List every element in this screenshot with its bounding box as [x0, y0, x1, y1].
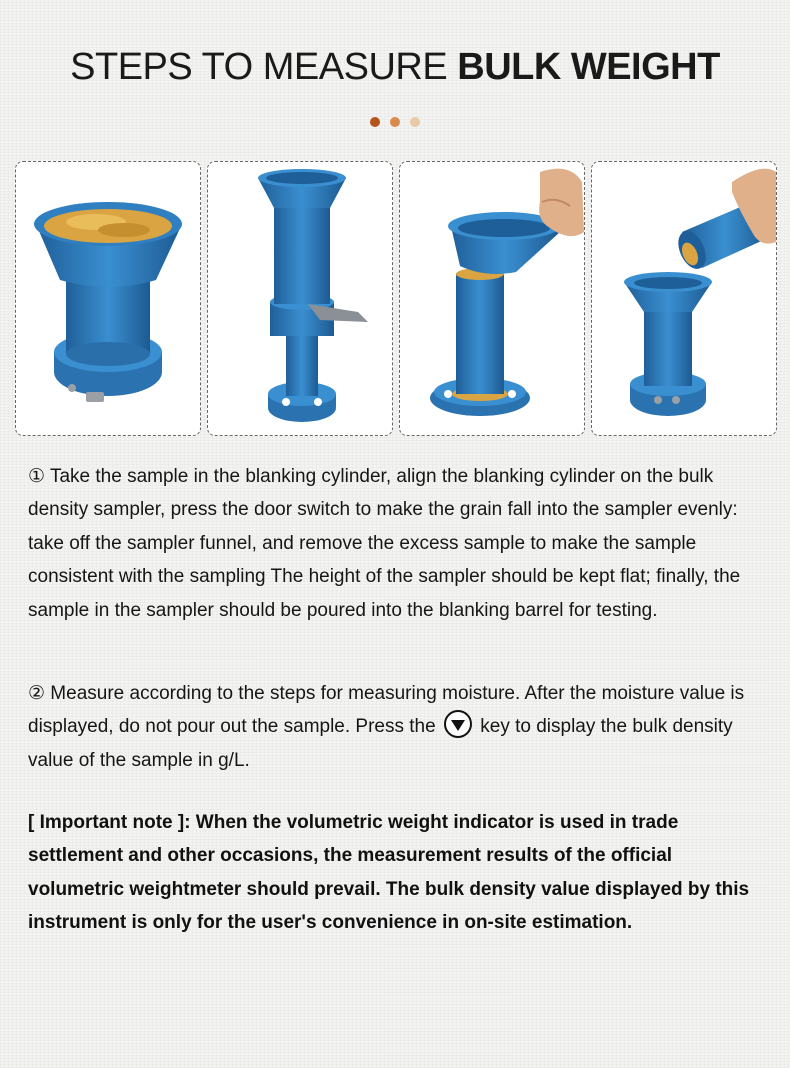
step-photos	[15, 161, 775, 436]
down-arrow-key-icon	[443, 709, 473, 739]
dot-2	[390, 117, 400, 127]
assembled-sampler-photo	[207, 161, 393, 436]
decorative-dots	[0, 117, 790, 127]
important-note: [ Important note ]: When the volumetric weight indicator is used in trade settlement and other occasions, the measurement results of the official volumetric weightmeter should prevail. The bulk density value displayed by this instrument is only for the user's convenience in on-site estimation.	[28, 812, 750, 934]
step-2-text-after: key to display the bulk density value of the sample in g/L.	[28, 716, 733, 771]
dot-3	[410, 117, 420, 127]
step-1-text: ① Take the sample in the blanking cylinder, align the blanking cylinder on the bulk density sampler, press the door switch to make the grain fall into the sampler evenly: take off the sampler funnel, and remove the excess sample to make the sample consistent with the sampling The height of the sampler should be kept flat; finally, the sample in the sampler should be poured into the blanking barrel for testing.	[28, 466, 741, 621]
step-2-text-before: ② Measure according to the steps for measuring moisture. After the moisture value is displayed, do not pour out the sample. Press the	[28, 683, 745, 738]
funnel-with-grain-photo	[15, 161, 201, 436]
title-light: STEPS TO MEASURE	[70, 46, 448, 88]
removing-funnel-photo	[399, 161, 585, 436]
pouring-sample-photo	[591, 161, 777, 436]
step-2-paragraph	[28, 677, 773, 777]
page-title	[0, 46, 790, 89]
title-bold: BULK WEIGHT	[457, 46, 720, 88]
dot-1	[370, 117, 380, 127]
